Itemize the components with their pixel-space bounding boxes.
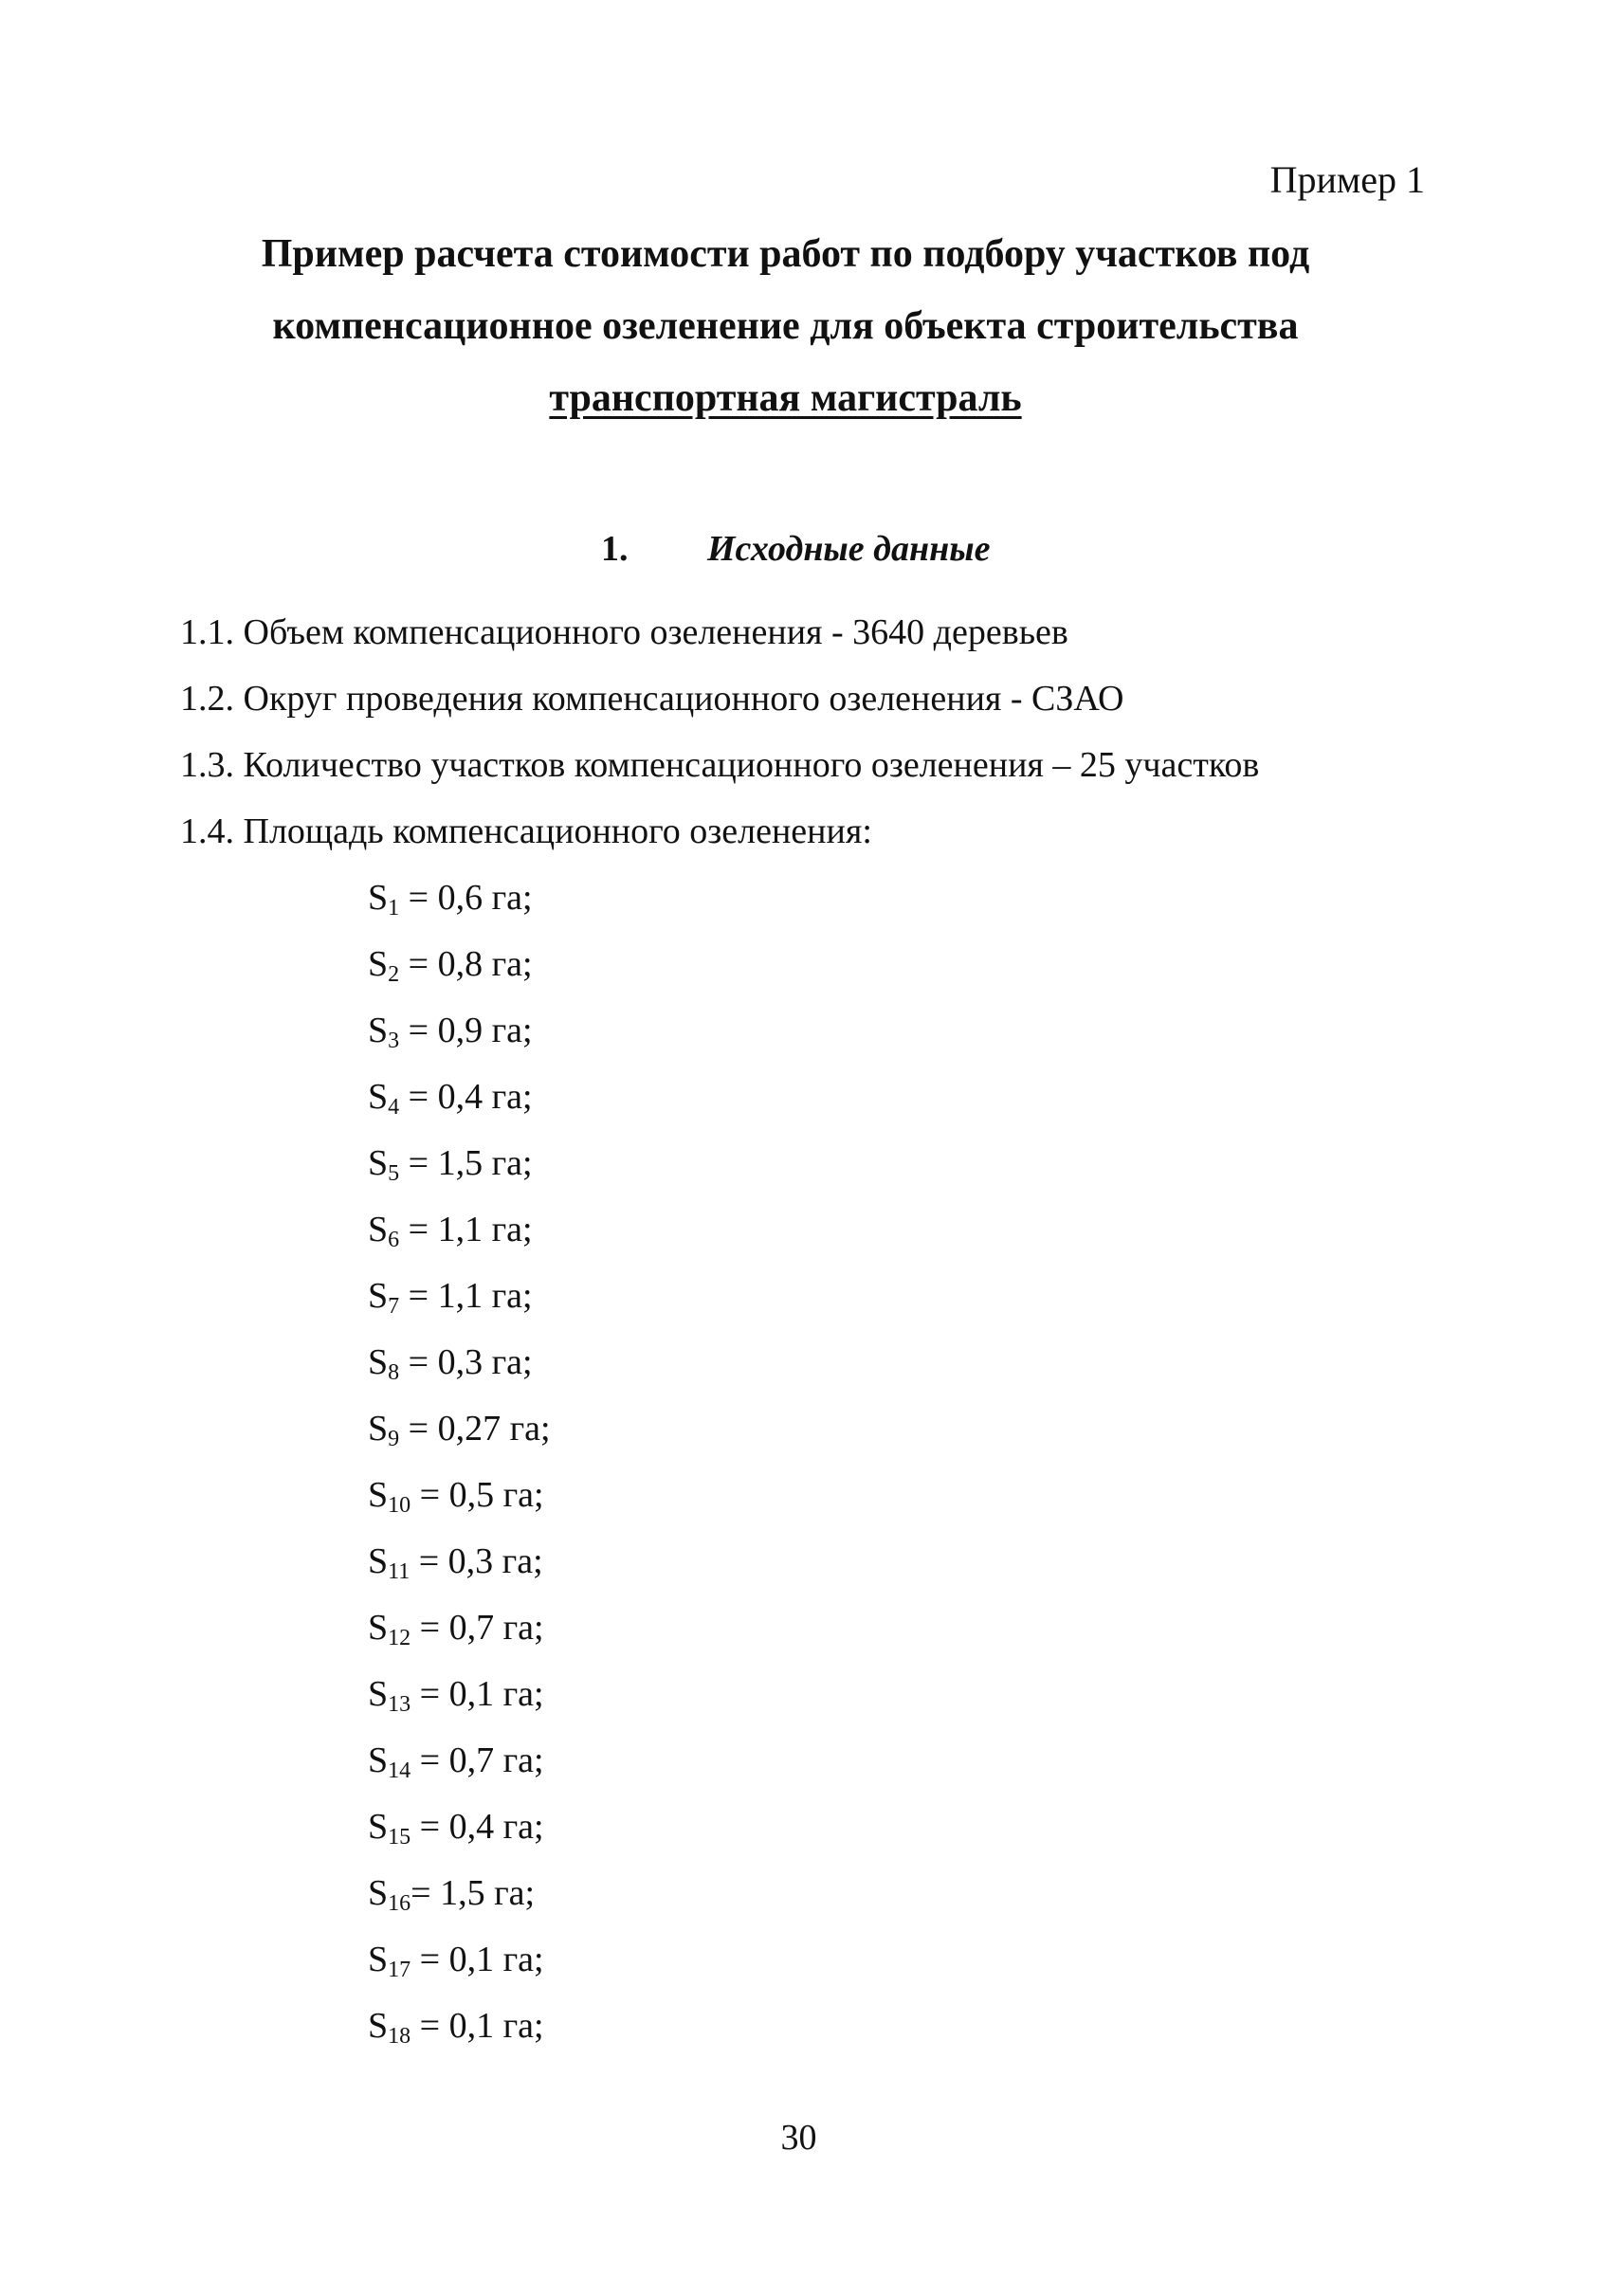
- area-value: = 1,1 га;: [399, 1210, 533, 1249]
- area-value: = 1,5 га;: [399, 1143, 533, 1183]
- section-heading: [601, 527, 990, 571]
- area-index: 18: [388, 2024, 411, 2049]
- area-symbol: S: [368, 1143, 389, 1183]
- area-symbol: S: [368, 1077, 389, 1117]
- area-item: [368, 1739, 551, 1805]
- area-symbol: S: [368, 2006, 389, 2046]
- item-1-1: 1.1. Объем компенсационного озеленения - 3640 деревьев: [180, 612, 1068, 652]
- area-value: = 0,5 га;: [411, 1475, 544, 1515]
- area-symbol: S: [368, 944, 389, 984]
- area-item: [368, 1208, 551, 1274]
- area-index: 7: [388, 1294, 400, 1319]
- area-item: [368, 1141, 551, 1208]
- area-item: [368, 1075, 551, 1141]
- area-value: = 0,4 га;: [399, 1077, 533, 1117]
- area-index: 14: [388, 1758, 411, 1783]
- area-value: = 1,5 га;: [411, 1873, 536, 1913]
- area-value: = 0,9 га;: [399, 1011, 533, 1050]
- area-symbol: S: [368, 1409, 389, 1449]
- area-index: 1: [388, 896, 400, 920]
- area-item: [368, 1606, 551, 1672]
- area-symbol: S: [368, 1608, 389, 1648]
- area-value: = 0,3 га;: [399, 1342, 533, 1382]
- area-index: 9: [388, 1427, 400, 1451]
- document-title-line-1: Пример расчета стоимости работ по подбору участков под: [261, 232, 1310, 276]
- section-number: 1.: [601, 529, 629, 569]
- area-symbol: S: [368, 878, 389, 918]
- section-title: Исходные данные: [707, 529, 991, 569]
- area-value: = 0,3 га;: [410, 1541, 543, 1581]
- area-symbol: S: [368, 1276, 389, 1316]
- item-1-2: 1.2. Округ проведения компенсационного озеленения - СЗАО: [180, 679, 1124, 719]
- area-symbol: S: [368, 1940, 389, 1979]
- area-value: = 0,7 га;: [411, 1740, 544, 1780]
- area-index: 2: [388, 962, 400, 987]
- document-title-underlined: транспортная магистраль: [549, 376, 1022, 420]
- area-item: [368, 876, 551, 942]
- document-title-line-2: компенсационное озеленение для объекта строительства: [272, 304, 1299, 348]
- area-value: = 0,8 га;: [399, 944, 533, 984]
- area-index: 3: [388, 1029, 400, 1053]
- area-value: = 0,1 га;: [411, 1940, 544, 1979]
- area-index: 8: [388, 1360, 400, 1385]
- area-symbol: S: [368, 1873, 389, 1913]
- example-label: Пример 1: [1269, 158, 1425, 201]
- area-index: 12: [388, 1626, 411, 1650]
- area-value: = 0,7 га;: [411, 1608, 544, 1648]
- area-index: 13: [388, 1692, 411, 1717]
- area-index: 6: [388, 1228, 400, 1252]
- area-index: 16: [388, 1891, 411, 1916]
- area-index: 11: [388, 1559, 411, 1584]
- area-value: = 0,6 га;: [399, 878, 533, 918]
- area-item: [368, 1340, 551, 1407]
- area-symbol: S: [368, 1674, 389, 1714]
- area-item: [368, 942, 551, 1009]
- area-item: [368, 1540, 551, 1606]
- area-symbol: S: [368, 1740, 389, 1780]
- area-value: = 0,4 га;: [411, 1807, 544, 1847]
- area-value: = 0,1 га;: [411, 2006, 544, 2046]
- area-symbol: S: [368, 1011, 389, 1050]
- area-index: 10: [388, 1493, 411, 1518]
- area-item: [368, 1274, 551, 1340]
- area-index: 15: [388, 1825, 411, 1850]
- area-item: [368, 1672, 551, 1739]
- area-list: [368, 876, 551, 2070]
- area-index: 17: [388, 1958, 411, 1982]
- page-number: 30: [780, 2118, 817, 2158]
- area-item: [368, 1805, 551, 1871]
- area-symbol: S: [368, 1210, 389, 1249]
- area-item: [368, 1473, 551, 1540]
- area-index: 4: [388, 1095, 400, 1120]
- area-symbol: S: [368, 1807, 389, 1847]
- area-value: = 1,1 га;: [399, 1276, 533, 1316]
- item-1-3: 1.3. Количество участков компенсационного озеленения – 25 участков: [180, 745, 1260, 785]
- area-value: = 0,1 га;: [411, 1674, 544, 1714]
- area-item: [368, 2004, 551, 2070]
- area-symbol: S: [368, 1541, 389, 1581]
- area-item: [368, 1938, 551, 2004]
- area-symbol: S: [368, 1475, 389, 1515]
- area-item: [368, 1407, 551, 1473]
- area-index: 5: [388, 1161, 400, 1186]
- item-1-4: 1.4. Площадь компенсационного озеленения:: [180, 811, 872, 851]
- area-item: [368, 1009, 551, 1075]
- document-title-line-3: [0, 374, 1597, 423]
- area-item: [368, 1871, 551, 1938]
- area-value: = 0,27 га;: [399, 1409, 551, 1449]
- area-symbol: S: [368, 1342, 389, 1382]
